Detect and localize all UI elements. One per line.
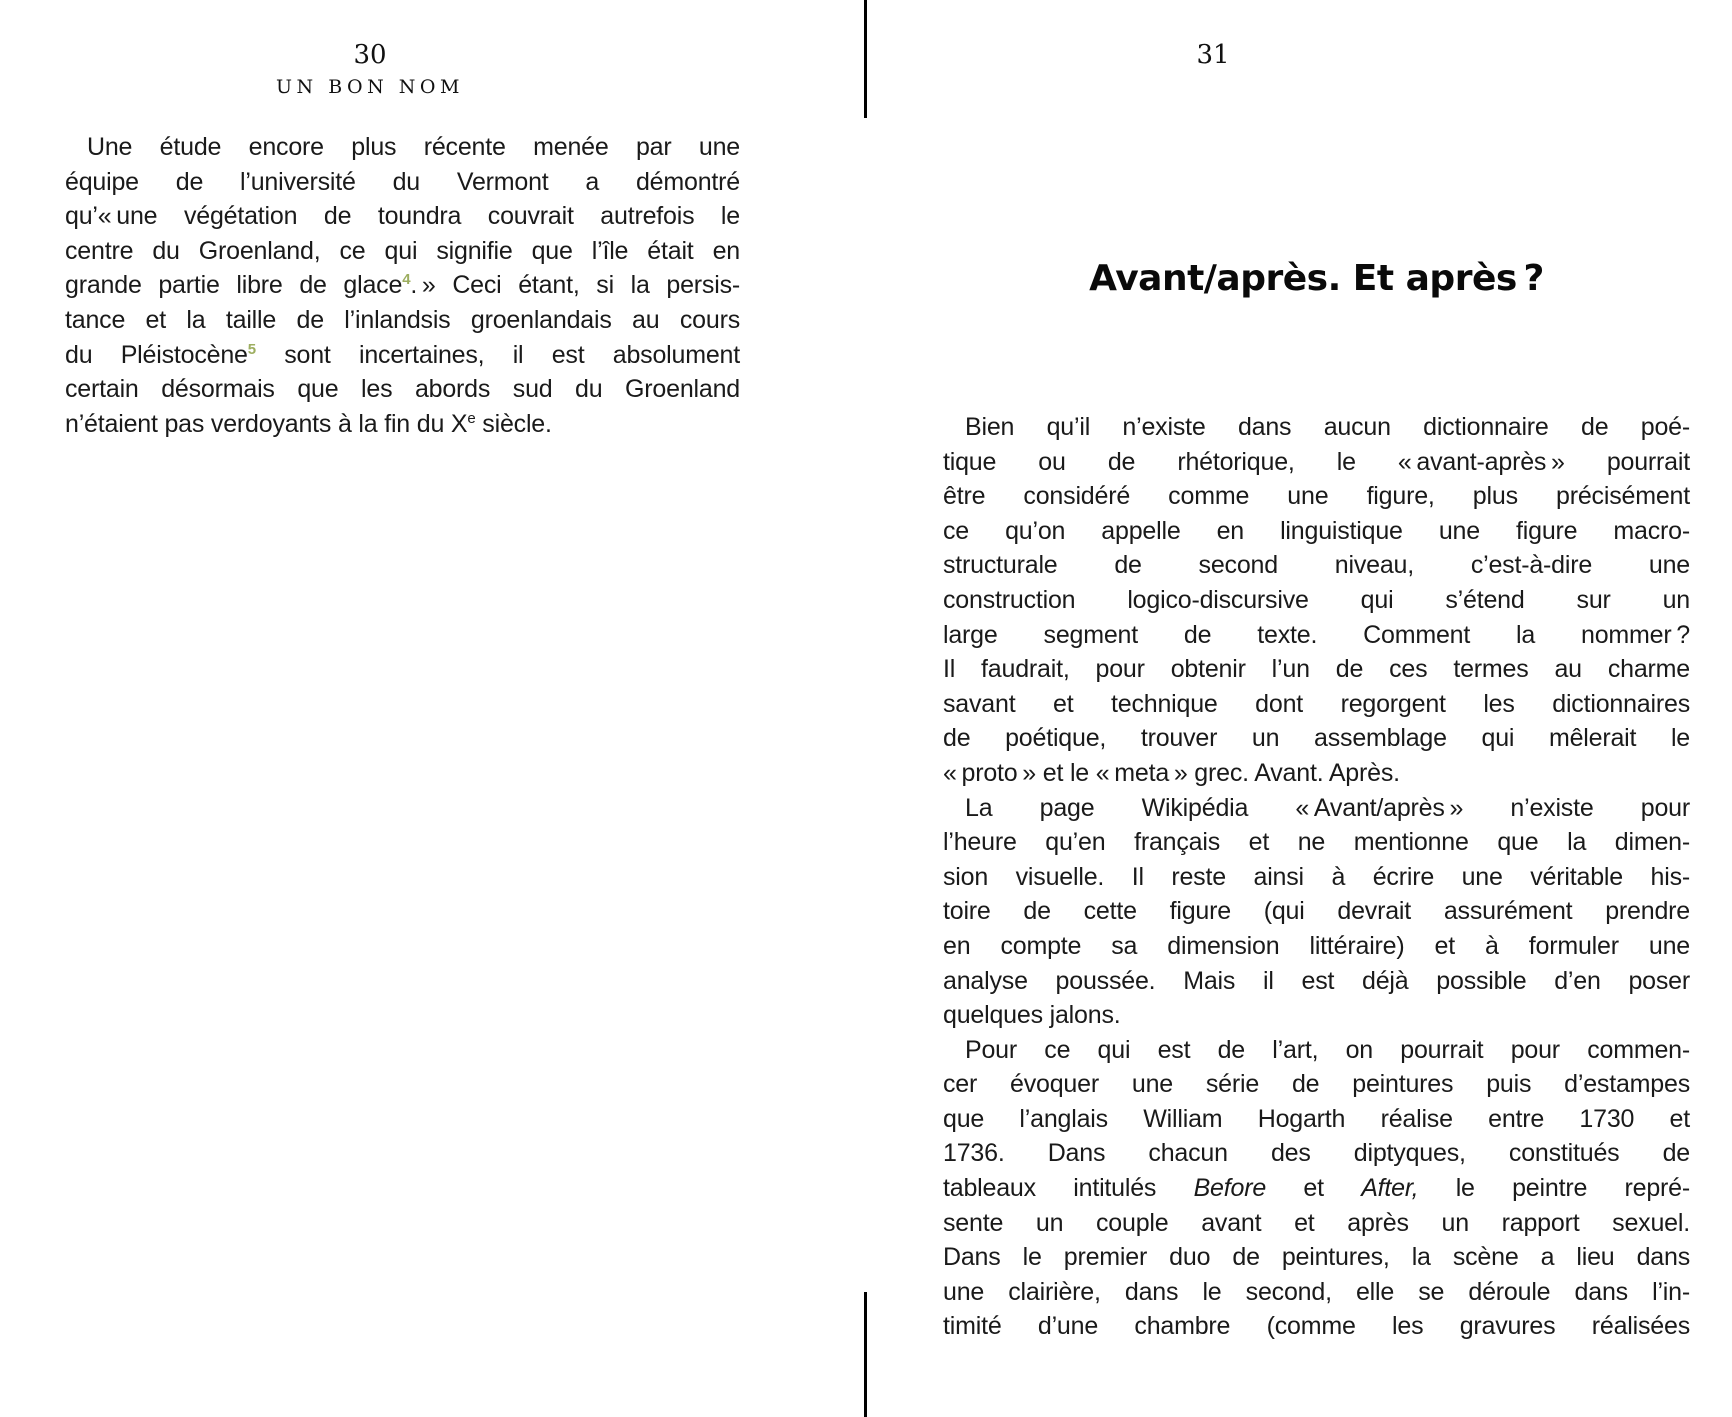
text-line: quelques jalons.	[943, 1001, 1121, 1030]
text-line: « proto » et le « meta » grec. Avant. Après.	[943, 758, 1400, 787]
page-number: 31	[1196, 40, 1230, 70]
text-line: certain désormais que les abords sud du Groenland	[65, 375, 740, 404]
text-line: Dans le premier duo de peintures, la scène a lieu dans	[943, 1243, 1690, 1272]
text-line: structurale de second niveau, c’est-à-dire une	[943, 551, 1690, 580]
text-line: large segment de texte. Comment la nommer ?	[943, 620, 1690, 649]
text-line: du Pléistocène$^5$ sont incertaines, il est absolument	[65, 340, 741, 369]
chapter-title: Avant/après. Et après ?	[1089, 258, 1544, 299]
text-line: Bien qu’il n’existe dans aucun dictionnaire de poé-	[965, 413, 1690, 441]
gutter-line-top	[864, 0, 867, 118]
text-line: qu’« une végétation de toundra couvrait autrefois le	[65, 202, 740, 231]
text-line: tique ou de rhétorique, le « avant-après » pourrait	[943, 447, 1690, 476]
text-line: savant et technique dont regorgent les dictionnaires	[943, 689, 1690, 718]
text-line: toire de cette figure (qui devrait assurément prendre	[943, 897, 1690, 926]
text-line: être considéré comme une figure, plus précisément	[943, 482, 1690, 511]
body-text	[65, 130, 740, 441]
text-line: que l’anglais William Hogarth réalise entre 1730 et	[943, 1104, 1690, 1133]
text-line: analyse poussée. Mais il est déjà possible d’en poser	[943, 966, 1690, 995]
text-line: 1736. Dans chacun des diptyques, constitués de	[943, 1139, 1690, 1168]
body-text	[943, 410, 1690, 1344]
text-line: l’heure qu’en français et ne mentionne que la dimen-	[943, 828, 1690, 857]
text-line: tance et la taille de l’inlandsis groenlandais au cours	[65, 305, 740, 334]
text-line: construction logico-discursive qui s’étend sur un	[943, 585, 1690, 614]
text-line: une clairière, dans le second, elle se déroule dans l’in-	[943, 1277, 1690, 1306]
gutter-line-bottom	[864, 1292, 867, 1417]
text-line: cer évoquer une série de peintures puis d’estampes	[943, 1070, 1690, 1099]
text-line: centre du Groenland, ce qui signifie que l’île était en	[65, 236, 740, 265]
text-line: sion visuelle. Il reste ainsi à écrire une véritable his-	[943, 862, 1690, 891]
text-line: sente un couple avant et après un rapport sexuel.	[943, 1208, 1690, 1237]
text-line: ce qu’on appelle en linguistique une figure macro-	[943, 516, 1690, 545]
page-number: 30	[353, 40, 387, 70]
text-line: en compte sa dimension littéraire) et à formuler une	[943, 931, 1690, 960]
text-line: timité d’une chambre (comme les gravures réalisées	[943, 1312, 1690, 1341]
text-line: Pour ce qui est de l’art, on pourrait pour commen-	[965, 1035, 1690, 1064]
running-header: UN BON NOM	[276, 76, 464, 98]
text-line: n’étaient pas verdoyants à la fin du Xe siècle.	[65, 409, 552, 438]
text-line: grande partie libre de glace$^4$. » Ceci étant, si la persis-	[65, 271, 740, 300]
text-line: Une étude encore plus récente menée par une	[87, 133, 740, 161]
text-line: équipe de l’université du Vermont a démontré	[65, 167, 740, 196]
text-line: de poétique, trouver un assemblage qui mêlerait le	[943, 724, 1690, 753]
text-line: tableaux intitulés Before et After, le peintre repré-	[943, 1174, 1690, 1203]
text-line: La page Wikipédia « Avant/après » n’existe pour	[965, 793, 1690, 822]
text-line: Il faudrait, pour obtenir l’un de ces termes au charme	[943, 655, 1690, 684]
